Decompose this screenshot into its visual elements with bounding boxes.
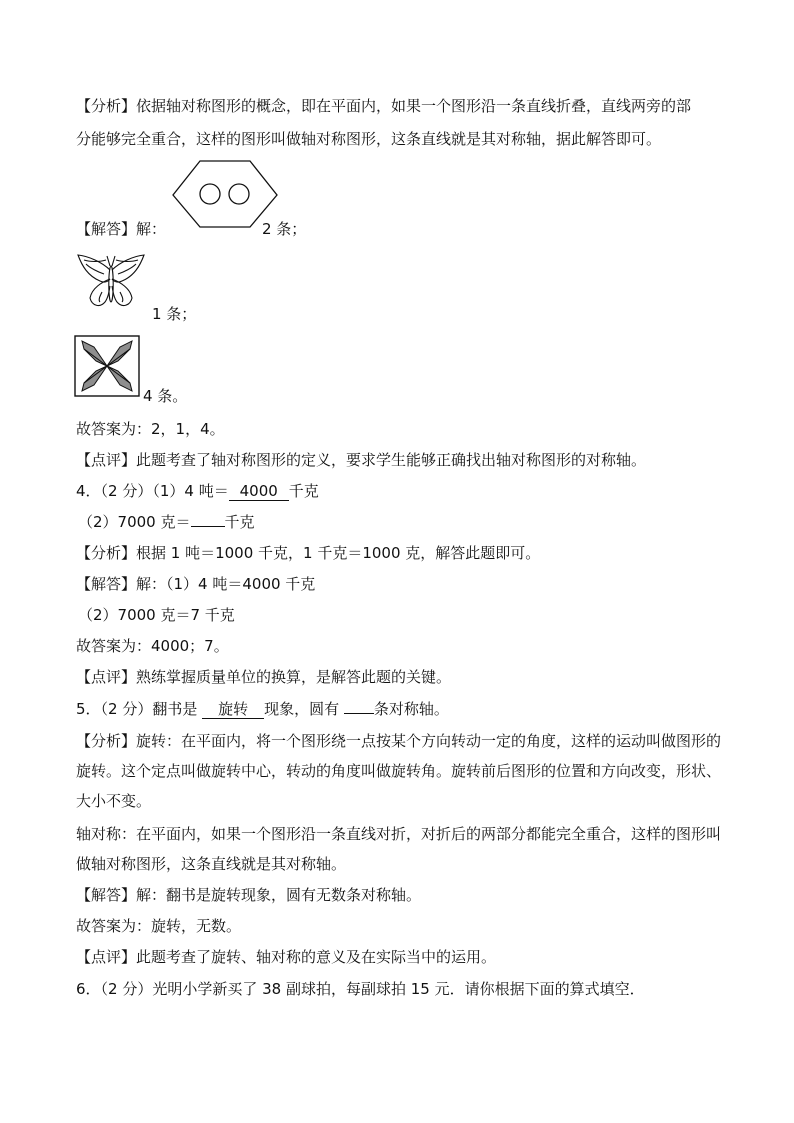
q4-question-line1 <box>76 481 319 501</box>
q6-question: 6．（2 分）光明小学新买了 38 副球拍，每副球拍 15 元．请你根据下面的算式填空． <box>76 980 645 998</box>
q3-count-square: 4 条。 <box>143 387 188 405</box>
q5-tail: 条对称轴。 <box>373 700 449 718</box>
q4-unit2: 千克 <box>224 513 255 531</box>
q4-answer1: 【解答】解：（1）4 吨＝4000 千克 <box>76 575 316 593</box>
q4-blank2 <box>191 526 225 527</box>
q3-answer-prefix: 【解答】解： <box>76 220 167 238</box>
q5-final-answer: 故答案为：旋转，无数。 <box>76 917 242 935</box>
q4-answer2: （2）7000 克＝7 千克 <box>78 606 235 624</box>
q3-analysis-line2: 分能够完全重合，这样的图形叫做轴对称图形，这条直线就是其对称轴，据此解答即可。 <box>76 130 662 148</box>
q5-comment: 【点评】此题考查了旋转、轴对称的意义及在实际当中的运用。 <box>76 948 497 966</box>
butterfly-figure <box>76 252 146 314</box>
q4-unit1: 千克 <box>288 482 319 500</box>
q4-analysis: 【分析】根据 1 吨＝1000 千克，1 千克＝1000 克，解答此题即可。 <box>76 544 541 562</box>
q4-part2: （2）7000 克＝ <box>78 513 191 531</box>
q4-question-line2 <box>78 512 255 532</box>
q3-final-answer: 故答案为：2，1，4。 <box>76 420 225 438</box>
q5-blank1: 旋转 <box>202 700 264 719</box>
q5-head: 5．（2 分）翻书是 <box>76 700 203 718</box>
q5-analysis-symmetry: 轴对称：在平面内，如果一个图形沿一条直线对折，对折后的两部分都能完全重合，这样的图形叫做轴对称图形，这条直线就是其对称轴。 <box>76 825 722 873</box>
q5-analysis-rotation: 【分析】旋转：在平面内，将一个图形绕一点按某个方向转动一定的角度，这样的运动叫做图形的旋转。这个定点叫做旋转中心，转动的角度叫做旋转角。旋转前后图形的位置和方向改变，形状、大小不变。 <box>76 732 722 810</box>
q4-blank1: 4000 <box>229 482 289 501</box>
q4-head: 4．（2 分）（1）4 吨＝ <box>76 482 229 500</box>
q5-answer: 【解答】解：翻书是旋转现象，圆有无数条对称轴。 <box>76 886 422 904</box>
q3-count-butterfly: 1 条； <box>152 305 197 323</box>
q5-question <box>76 699 449 719</box>
q4-final-answer: 故答案为：4000；7。 <box>76 637 229 655</box>
q4-comment: 【点评】熟练掌握质量单位的换算，是解答此题的关键。 <box>76 668 452 686</box>
q3-count-diamond: 2 条； <box>262 220 307 238</box>
q5-blank2 <box>344 713 374 714</box>
q3-analysis-line1: 【分析】依据轴对称图形的概念，即在平面内，如果一个图形沿一条直线折叠，直线两旁的部 <box>76 97 692 115</box>
q3-comment: 【点评】此题考查了轴对称图形的定义，要求学生能够正确找出轴对称图形的对称轴。 <box>76 451 647 469</box>
square-pinwheel-figure <box>74 335 142 397</box>
q5-mid: 现象，圆有 <box>264 700 344 718</box>
